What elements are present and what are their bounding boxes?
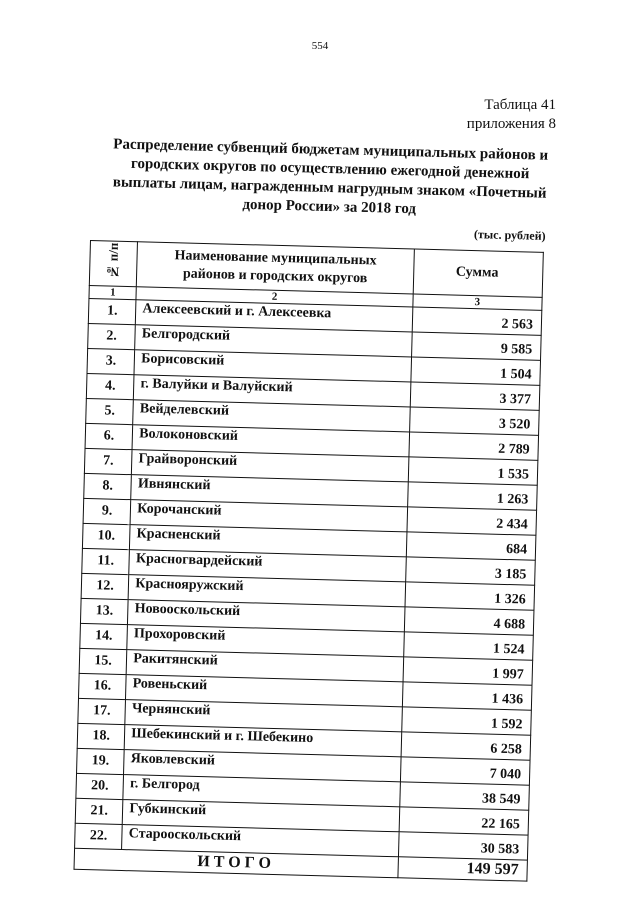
header-number — [89, 241, 137, 287]
row-number: 13. — [80, 598, 128, 624]
row-number: 20. — [76, 773, 124, 799]
row-sum: 1 997 — [403, 657, 533, 685]
row-name: Старооскольский — [122, 825, 399, 857]
row-sum: 1 326 — [405, 582, 535, 610]
row-name: г. Валуйки и Валуйский — [134, 375, 411, 407]
row-sum: 2 563 — [412, 307, 542, 335]
row-sum: 1 436 — [402, 682, 532, 710]
title-line2: городских округов по осуществлению ежегодной денежной — [130, 155, 530, 183]
row-number: 11. — [82, 548, 130, 574]
table-ref-line2: приложения 8 — [466, 116, 556, 132]
subsidy-table — [74, 240, 544, 882]
row-name: Красногвардейский — [129, 550, 406, 582]
table-ref-line1: Таблица 41 — [484, 97, 556, 113]
row-sum: 30 583 — [398, 832, 528, 860]
row-sum: 3 520 — [409, 407, 539, 435]
document-title — [98, 135, 562, 223]
row-name: Белгородский — [135, 325, 412, 357]
row-sum: 22 165 — [399, 807, 529, 835]
row-sum: 1 535 — [408, 457, 538, 485]
column-number-3: 3 — [413, 294, 543, 310]
row-number: 9. — [83, 498, 131, 524]
header-sum: Сумма — [413, 249, 543, 297]
row-sum: 9 585 — [411, 332, 541, 360]
header-number-label: № п/п — [105, 242, 122, 280]
row-sum: 3 377 — [410, 382, 540, 410]
page-number: 554 — [311, 40, 329, 52]
row-number: 16. — [78, 673, 126, 699]
row-number: 7. — [84, 448, 132, 474]
row-name: Чернянский — [125, 700, 402, 732]
total-label: ИТОГО — [74, 848, 398, 877]
title-line3: выплаты лицам, награжденным нагрудным знаком «Почетный — [112, 174, 547, 202]
row-sum: 684 — [406, 532, 536, 560]
row-name: Прохоровский — [127, 625, 404, 657]
row-name: Алексеевский и г. Алексеевка — [136, 300, 413, 332]
row-number: 5. — [86, 398, 134, 424]
row-sum: 3 185 — [405, 557, 535, 585]
row-number: 12. — [81, 573, 129, 599]
row-number: 19. — [77, 748, 125, 774]
row-name: г. Белгород — [123, 775, 400, 807]
row-number: 3. — [87, 348, 135, 374]
row-sum: 2 434 — [407, 507, 537, 535]
row-name: Борисовский — [134, 350, 411, 382]
table-reference — [467, 96, 556, 134]
row-sum: 4 688 — [404, 607, 534, 635]
column-number-2: 2 — [136, 287, 413, 307]
row-number: 15. — [79, 648, 127, 674]
row-number: 22. — [75, 823, 123, 849]
row-name: Красненский — [130, 525, 407, 557]
row-sum: 7 040 — [400, 757, 530, 785]
total-sum: 149 597 — [398, 857, 528, 881]
header-name-line2: районов и городских округов — [182, 266, 368, 287]
row-number: 6. — [85, 423, 133, 449]
row-name: Волоконовский — [132, 425, 409, 457]
row-name: Краснояружский — [128, 575, 405, 607]
row-number: 1. — [88, 298, 136, 324]
row-name: Яковлевский — [124, 750, 401, 782]
row-number: 2. — [88, 323, 136, 349]
units-label: (тыс. рублей) — [473, 227, 546, 243]
row-number: 8. — [84, 473, 132, 499]
row-sum: 1 592 — [401, 707, 531, 735]
row-name: Губкинский — [123, 800, 400, 832]
title-line4: донор России» за 2018 год — [242, 196, 417, 218]
row-name: Ракитянский — [126, 650, 403, 682]
row-sum: 1 263 — [407, 482, 537, 510]
row-sum: 6 258 — [401, 732, 531, 760]
row-name: Шебекинский и г. Шебекино — [124, 725, 401, 757]
row-number: 10. — [82, 523, 130, 549]
row-number: 21. — [75, 798, 123, 824]
table-container — [74, 240, 544, 882]
row-name: Корочанский — [130, 500, 407, 532]
row-number: 17. — [78, 698, 126, 724]
row-sum: 2 789 — [409, 432, 539, 460]
table-body — [75, 298, 542, 860]
row-name: Вейделевский — [133, 400, 410, 432]
header-name — [137, 242, 415, 294]
row-name: Грайворонский — [132, 450, 409, 482]
row-name: Новооскольский — [128, 600, 405, 632]
row-number: 4. — [86, 373, 134, 399]
column-number-1: 1 — [89, 285, 137, 299]
row-number: 18. — [77, 723, 125, 749]
title-line1: Распределение субвенций бюджетам муниципальных районов и — [113, 136, 549, 164]
row-number: 14. — [80, 623, 128, 649]
row-sum: 38 549 — [399, 782, 529, 810]
row-sum: 1 504 — [411, 357, 541, 385]
row-name: Ровеньский — [126, 675, 403, 707]
row-sum: 1 524 — [403, 632, 533, 660]
row-name: Ивнянский — [131, 475, 408, 507]
header-name-line1: Наименование муниципальных — [174, 248, 377, 269]
